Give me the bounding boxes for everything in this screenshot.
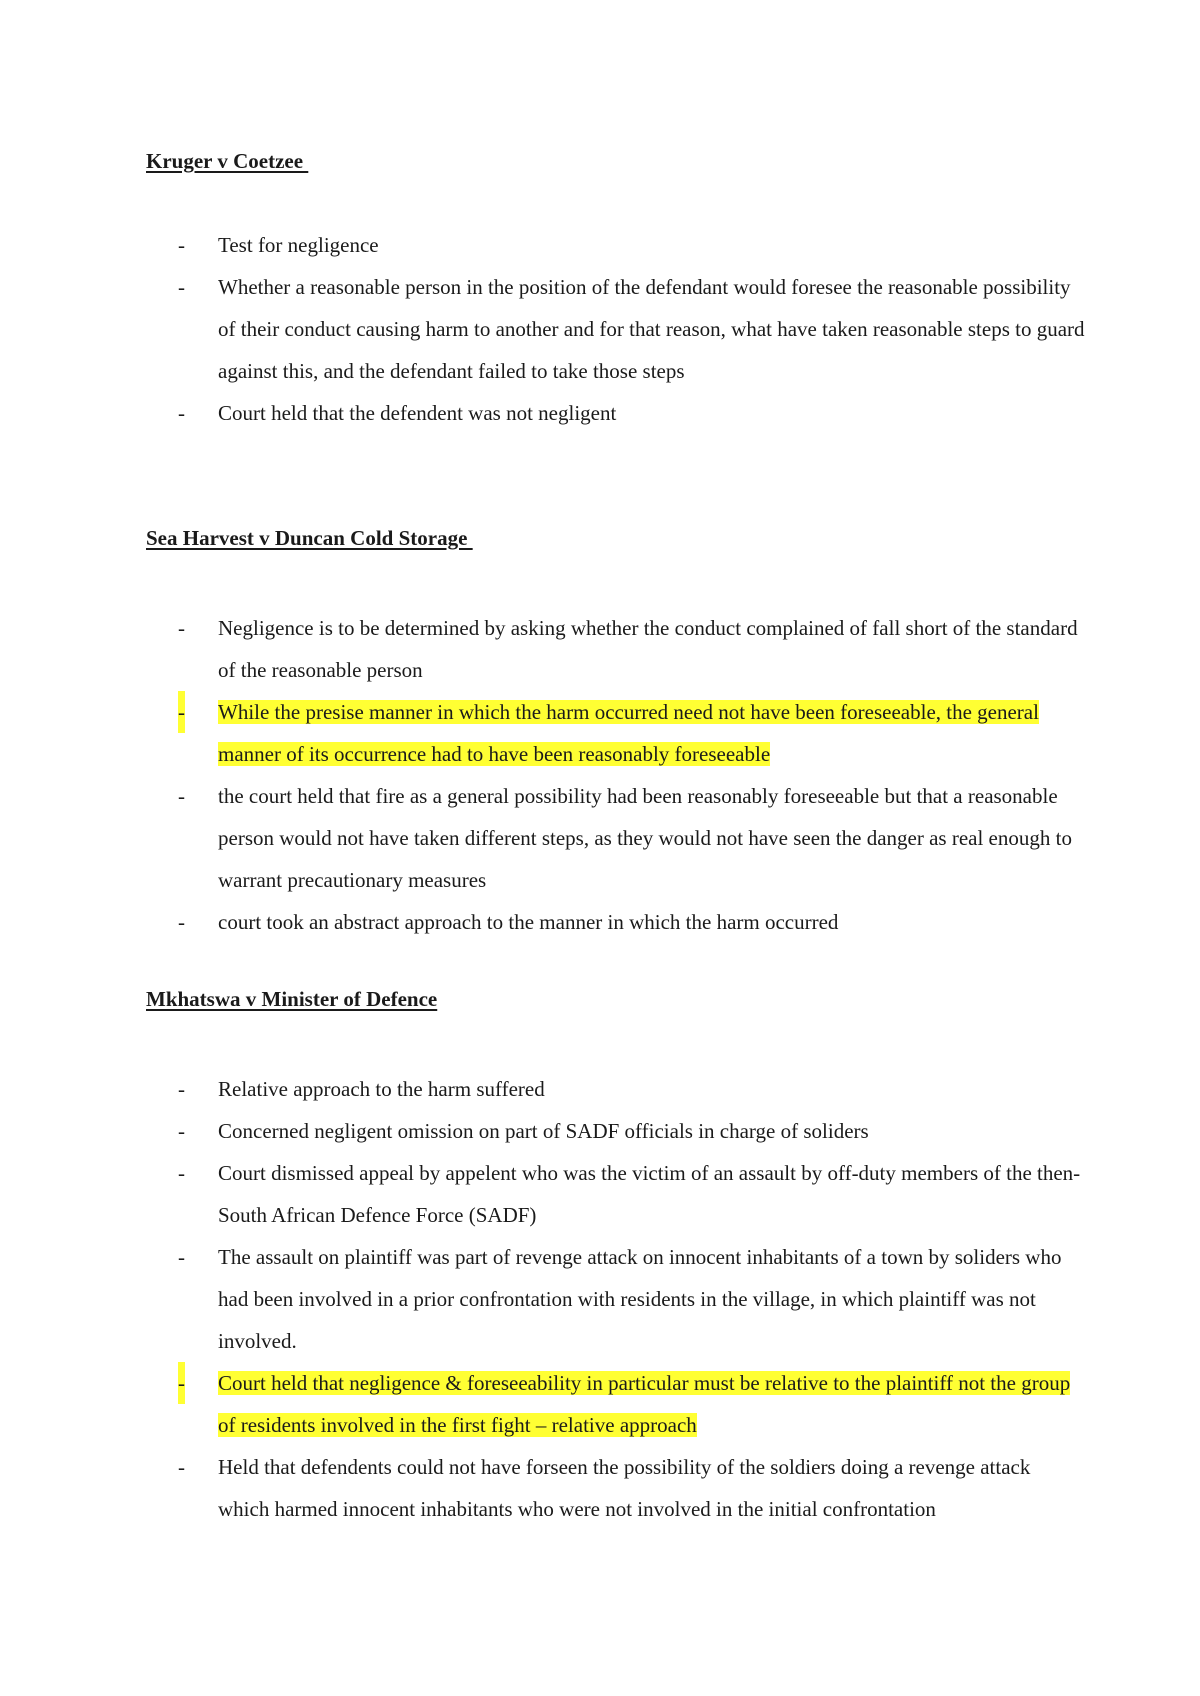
list-item [178,1446,1086,1530]
bullet-dash: - [178,1245,185,1269]
case-notes-list [178,224,1086,434]
list-item [178,901,1086,943]
case-heading: Sea Harvest v Duncan Cold Storage [146,526,473,550]
list-item [178,1110,1086,1152]
list-item-text: The assault on plaintiff was part of revenge attack on innocent inhabitants of a town by soliders who had been involved in a prior confrontation with residents in the village, in which plaintiff was not involved. [218,1245,1062,1353]
bullet-dash: - [178,233,185,257]
list-item-text: Test for negligence [218,233,379,257]
list-item-text: Whether a reasonable person in the position of the defendant would foresee the reasonable possibility of their conduct causing harm to another and for that reason, what have taken reasonable steps to guard against this, and the defendant failed to take those steps [218,275,1085,383]
list-item-text: Court dismissed appeal by appelent who was the victim of an assault by off-duty members of the then-South African Defence Force (SADF) [218,1161,1081,1227]
list-item [178,775,1086,901]
list-item [178,1068,1086,1110]
list-item [178,266,1086,392]
list-item-text: Court held that the defendent was not negligent [218,401,617,425]
case-section-kruger [146,146,1086,425]
case-section-mkhatswa [146,984,1086,1521]
bullet-dash: - [178,1119,185,1143]
case-heading: Kruger v Coetzee [146,149,309,173]
list-item-text: Held that defendents could not have forseen the possibility of the soldiers doing a revenge attack which harmed innocent inhabitants who were not involved in the initial confrontation [218,1455,1031,1521]
list-item-text: court took an abstract approach to the manner in which the harm occurred [218,910,839,934]
bullet-dash: - [178,1362,185,1404]
case-heading: Mkhatswa v Minister of Defence [146,987,438,1011]
list-item-text: Negligence is to be determined by asking whether the conduct complained of fall short of the standard of the reasonable person [218,616,1078,682]
case-notes-list [178,607,1086,943]
bullet-dash: - [178,784,185,808]
list-item-highlighted [178,691,1086,775]
list-item-text: the court held that fire as a general possibility had been reasonably foreseeable but that a reasonable person would not have taken different steps, as they would not have seen the danger as real enough to warrant precautionary measures [218,784,1072,892]
list-item [178,392,1086,434]
bullet-dash: - [178,1077,185,1101]
list-item-text: Concerned negligent omission on part of SADF officials in charge of soliders [218,1119,869,1143]
list-item [178,1236,1086,1362]
list-item [178,1152,1086,1236]
bullet-dash: - [178,275,185,299]
list-item [178,224,1086,266]
bullet-dash: - [178,401,185,425]
bullet-dash: - [178,691,185,733]
list-item-highlighted [178,1362,1086,1446]
case-notes-list [178,1068,1086,1530]
bullet-dash: - [178,1161,185,1185]
list-item [178,607,1086,691]
bullet-dash: - [178,1455,185,1479]
case-section-sea-harvest [146,523,1086,934]
bullet-dash: - [178,616,185,640]
list-item-text: Court held that negligence & foreseeability in particular must be relative to the plaintiff not the group of residents involved in the first fight – relative approach [218,1371,1071,1437]
list-item-text: While the presise manner in which the harm occurred need not have been foreseeable, the general manner of its occurrence had to have been reasonably foreseeable [218,700,1039,766]
list-item-text: Relative approach to the harm suffered [218,1077,545,1101]
bullet-dash: - [178,910,185,934]
